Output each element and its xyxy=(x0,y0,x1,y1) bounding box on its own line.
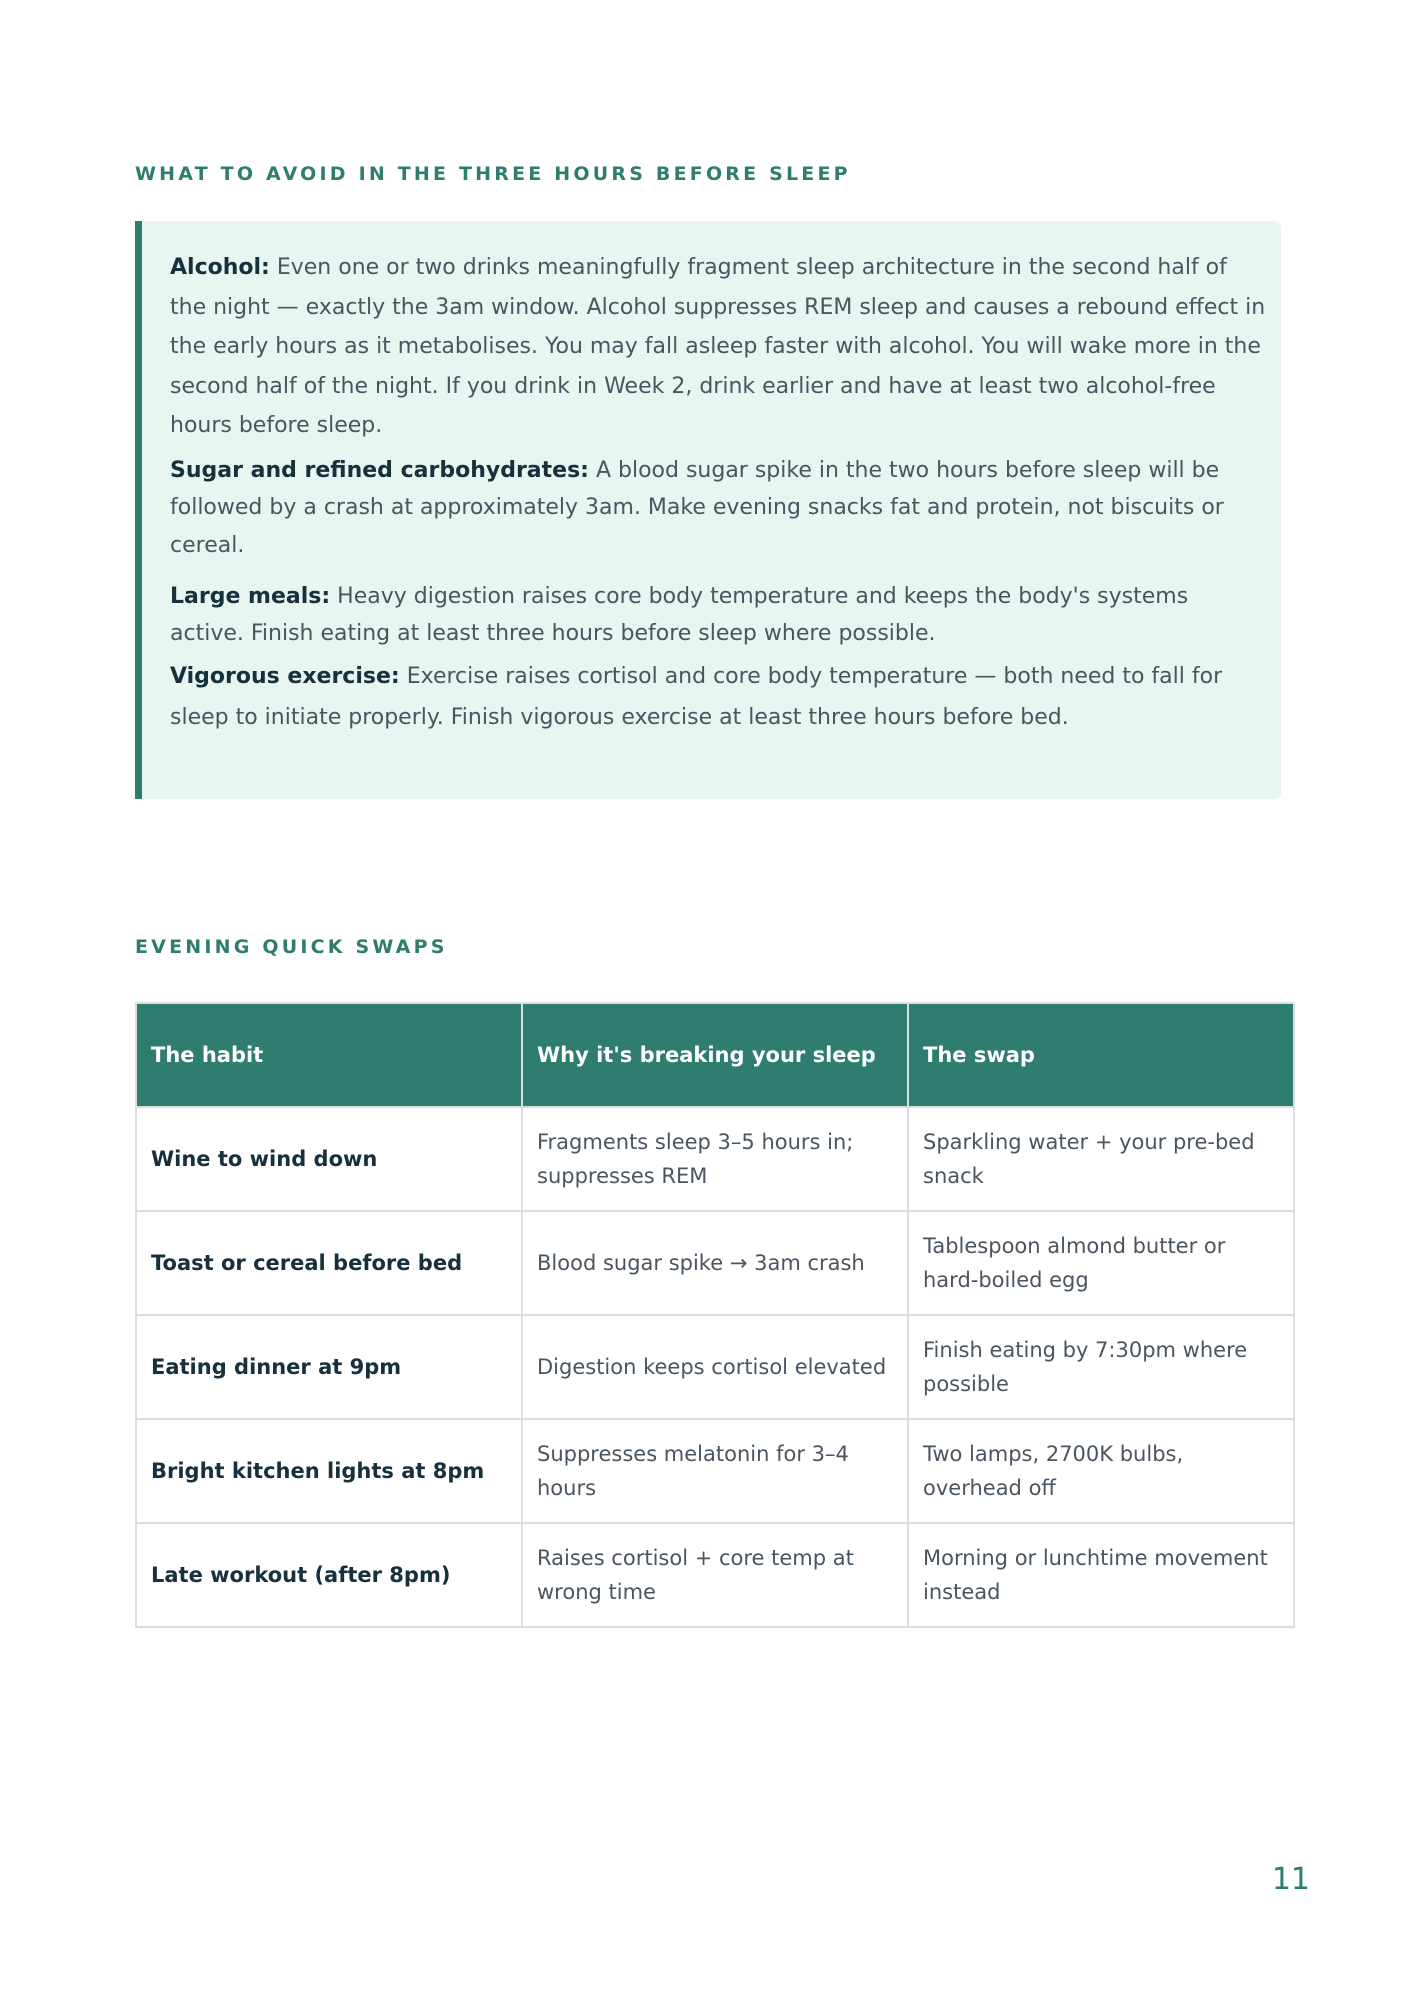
swap-cell: Tablespoon almond butter or hard-boiled egg xyxy=(908,1211,1294,1315)
avoid-item-label: Sugar and refined carbohydrates: xyxy=(170,457,589,483)
avoid-item-text: Exercise raises cortisol and core body temperature — both need to fall for sleep to initiate properly. Finish vigorous exercise at least three hours before bed. xyxy=(170,664,1223,730)
avoid-callout-box xyxy=(135,221,1281,799)
avoid-item-sugar xyxy=(170,452,1269,565)
avoid-item-alcohol xyxy=(170,248,1269,446)
page-number: 11 xyxy=(1271,1862,1310,1897)
habit-cell: Late workout (after 8pm) xyxy=(136,1523,522,1627)
swap-cell: Morning or lunchtime movement instead xyxy=(908,1523,1294,1627)
reason-cell: Raises cortisol + core temp at wrong time xyxy=(522,1523,908,1627)
habit-cell: Wine to wind down xyxy=(136,1107,522,1211)
avoid-section-heading: WHAT TO AVOID IN THE THREE HOURS BEFORE SLEEP xyxy=(135,163,851,185)
habit-cell: Bright kitchen lights at 8pm xyxy=(136,1419,522,1523)
avoid-item-label: Alcohol: xyxy=(170,255,270,280)
swap-cell: Sparkling water + your pre-bed snack xyxy=(908,1107,1294,1211)
swap-cell: Two lamps, 2700K bulbs, overhead off xyxy=(908,1419,1294,1523)
avoid-item-exercise xyxy=(170,656,1269,738)
habit-cell: Toast or cereal before bed xyxy=(136,1211,522,1315)
column-header-swap: The swap xyxy=(908,1003,1294,1107)
avoid-item-label: Large meals: xyxy=(170,584,331,609)
evening-swaps-table xyxy=(135,1002,1295,1628)
habit-cell: Eating dinner at 9pm xyxy=(136,1315,522,1419)
table-header-row xyxy=(136,1003,1294,1107)
table-row xyxy=(136,1211,1294,1315)
table-row xyxy=(136,1419,1294,1523)
column-header-habit: The habit xyxy=(136,1003,522,1107)
reason-cell: Fragments sleep 3–5 hours in; suppresses REM xyxy=(522,1107,908,1211)
table-row xyxy=(136,1107,1294,1211)
swaps-section-heading: EVENING QUICK SWAPS xyxy=(135,936,448,958)
avoid-item-text: Heavy digestion raises core body temperature and keeps the body's systems active. Finish eating at least three hours before sleep where possible. xyxy=(170,584,1189,646)
avoid-item-label: Vigorous exercise: xyxy=(170,664,400,689)
swap-cell: Finish eating by 7:30pm where possible xyxy=(908,1315,1294,1419)
column-header-why: Why it's breaking your sleep xyxy=(522,1003,908,1107)
reason-cell: Digestion keeps cortisol elevated xyxy=(522,1315,908,1419)
avoid-item-large-meals xyxy=(170,578,1269,652)
avoid-item-text: Even one or two drinks meaningfully fragment sleep architecture in the second half of the night — exactly the 3am window. Alcohol suppresses REM sleep and causes a rebound effect in the early hours as it metabolises. You may fall asleep faster with alcohol. You will wake more in the second half of the night. If you drink in Week 2, drink earlier and have at least two alcohol-free hours before sleep. xyxy=(170,255,1266,438)
avoid-item-text: A blood sugar spike in the two hours before sleep will be followed by a crash at approximately 3am. Make evening snacks fat and protein, not biscuits or cereal. xyxy=(170,457,1224,558)
table-row xyxy=(136,1523,1294,1627)
reason-cell: Suppresses melatonin for 3–4 hours xyxy=(522,1419,908,1523)
reason-cell: Blood sugar spike → 3am crash xyxy=(522,1211,908,1315)
table-row xyxy=(136,1315,1294,1419)
